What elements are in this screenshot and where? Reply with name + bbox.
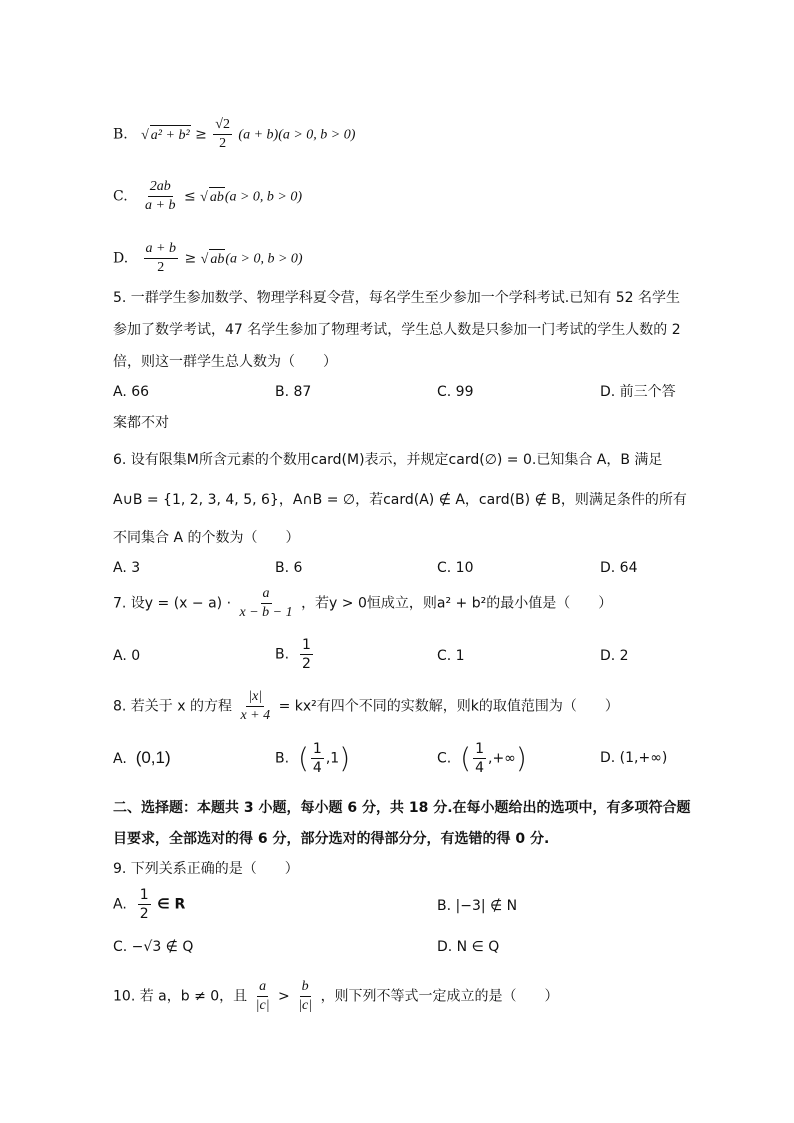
q8-option-b-tail: ,1 (325, 750, 340, 767)
option-b-relation: ≥ (195, 126, 207, 143)
q9-option-b[interactable]: B. |−3| ∉ N (437, 898, 518, 914)
q8-option-c[interactable]: C. ( $\frac{1}{4}$ ,+∞) (437, 741, 527, 776)
q6-option-d[interactable]: D. 64 (600, 560, 638, 576)
q8-fraction (238, 688, 272, 725)
option-c-label: C. (113, 188, 128, 205)
q10-stem (113, 978, 559, 1015)
fraction-denominator: a + b (145, 198, 176, 213)
fraction-denominator: x + 4 (240, 708, 271, 723)
q8-stem (113, 688, 619, 725)
q7-option-b-fraction (300, 636, 313, 673)
option-b-sqrt: a² + b² (150, 125, 191, 146)
fraction-denominator: 2 (301, 656, 311, 672)
option-c-tail: (a > 0, b > 0) (224, 189, 303, 205)
q7-prefix: 7. 设y = (x − a) · (113, 595, 232, 612)
fraction-numerator: 1 (301, 637, 311, 653)
q7-fraction (238, 585, 295, 622)
option-d-tail: (a > 0, b > 0) (225, 251, 303, 267)
q8-option-a-value: (0,1) (135, 748, 171, 767)
fraction-numerator: |x| (246, 688, 264, 707)
fraction-numerator: a + b (144, 240, 178, 259)
fraction-denominator: 4 (312, 760, 322, 776)
q8-suffix: = kx²有四个不同的实数解，则k的取值范围为（ ） (278, 698, 619, 715)
fraction-numerator: √2 (213, 116, 232, 135)
q6-option-c[interactable]: C. 10 (437, 560, 474, 576)
fraction-numerator: a (261, 585, 272, 604)
q6-option-b[interactable]: B. 6 (275, 560, 303, 576)
q9-stem: 9. 下列关系正确的是（ ） (113, 861, 299, 877)
q9-option-a[interactable] (113, 886, 185, 923)
option-c-sqrt: ab (209, 187, 225, 208)
q10-fraction-2 (296, 978, 314, 1015)
q7-option-c[interactable]: C. 1 (437, 648, 465, 664)
q5-line-3: 倍，则这一群学生总人数为（ ） (113, 354, 337, 370)
fraction-numerator: 1 (139, 887, 149, 903)
option-d-sqrt: ab (209, 249, 225, 270)
q7-option-b-label: B. (275, 646, 290, 663)
q6-line-1: 6. 设有限集M所含元素的个数用card(M)表示，并规定card(∅) = 0.已知集合 A，B 满足 (113, 452, 663, 468)
fraction-numerator: a (257, 978, 268, 997)
q6-line-3: 不同集合 A 的个数为（ ） (113, 530, 300, 546)
q7-suffix: ，若y > 0恒成立，则a² + b²的最小值是（ ） (301, 595, 613, 612)
q5-option-d[interactable]: D. 前三个答 (600, 384, 676, 400)
q5-option-b[interactable]: B. 87 (275, 384, 312, 400)
q10-fraction-1 (254, 978, 272, 1015)
q5-option-d-wrap: 案都不对 (113, 415, 169, 431)
option-d-label: D. (113, 250, 129, 267)
q8-option-b-fraction (311, 740, 324, 777)
option-b-inequality: B. √ a² + b² ≥ $\frac{√2}{2}$ (a + b)(a > 0, b > 0) (113, 117, 356, 151)
option-d-inequality: D. $\frac{a + b}{2}$ ≥ √ ab(a > 0, b > 0) (113, 241, 303, 275)
fraction-numerator: b (300, 978, 311, 997)
q5-line-1: 5. 一群学生参加数学、物理学科夏令营，每名学生至少参加一个学科考试.已知有 52 名学生 (113, 290, 680, 306)
q10-relation: > (278, 988, 290, 1005)
option-d-fraction (144, 240, 178, 277)
q6-line-2: A∪B = {1, 2, 3, 4, 5, 6}，A∩B = ∅，若card(A) ∉ A，card(B) ∉ B，则满足条件的所有 (113, 492, 687, 508)
fraction-numerator: 1 (475, 741, 484, 757)
fraction-denominator: 2 (139, 906, 149, 922)
q9-option-a-fraction (138, 886, 151, 923)
fraction-denominator: |c| (298, 998, 313, 1013)
q9-option-a-label: A. (113, 896, 127, 913)
option-d-relation: ≥ (184, 250, 197, 267)
q8-option-b[interactable]: B. ( $\frac{1}{4}$ ,1) (275, 741, 351, 776)
fraction-numerator: 1 (312, 741, 322, 757)
q10-suffix: ，则下列不等式一定成立的是（ ） (320, 988, 559, 1005)
q9-option-a-tail: ∈ R (157, 896, 186, 913)
q8-prefix: 8. 若关于 x 的方程 (113, 698, 232, 715)
q8-option-c-label: C. (437, 750, 452, 767)
q7-option-a[interactable]: A. 0 (113, 648, 141, 664)
q9-option-d[interactable]: D. N ∈ Q (437, 939, 500, 955)
option-c-fraction (143, 178, 177, 215)
q8-option-c-tail: ,+∞ (488, 750, 516, 767)
option-c-inequality: C. $\frac{2ab}{a + b}$ ≤ √ ab(a > 0, b > 0) (113, 179, 303, 213)
option-c-relation: ≤ (183, 188, 196, 205)
option-b-fraction (213, 116, 232, 153)
fraction-denominator: 4 (475, 760, 484, 776)
q7-option-b[interactable] (275, 636, 315, 673)
fraction-denominator: x − b − 1 (239, 605, 293, 620)
q5-option-c[interactable]: C. 99 (437, 384, 474, 400)
q6-option-a[interactable]: A. 3 (113, 560, 141, 576)
q5-option-a[interactable]: A. 66 (113, 384, 150, 400)
q7-option-d[interactable]: D. 2 (600, 648, 629, 664)
q8-option-a-label: A. (113, 751, 127, 767)
q8-option-b-label: B. (275, 750, 290, 767)
q8-option-d[interactable]: D. (1,+∞) (600, 750, 668, 766)
q8-option-c-fraction (473, 740, 486, 777)
fraction-numerator: 2ab (148, 178, 173, 197)
option-b-label: B. (113, 126, 128, 143)
q7-stem (113, 585, 612, 622)
section-2-line-2: 目要求，全部选对的得 6 分，部分选对的得部分分，有选错的得 0 分. (113, 831, 550, 847)
section-2-line-1: 二、选择题：本题共 3 小题，每小题 6 分，共 18 分.在每小题给出的选项中，有多项符合题 (113, 800, 691, 816)
q8-option-a[interactable] (113, 748, 171, 769)
q5-line-2: 参加了数学考试，47 名学生参加了物理考试，学生总人数是只参加一门考试的学生人数的 2 (113, 322, 681, 338)
q10-prefix: 10. 若 a，b ≠ 0，且 (113, 988, 248, 1005)
fraction-denominator: 2 (157, 260, 165, 275)
fraction-denominator: 2 (219, 136, 227, 151)
q9-option-c[interactable]: C. −√3 ∉ Q (113, 939, 194, 955)
fraction-denominator: |c| (255, 998, 270, 1013)
option-b-tail: (a + b)(a > 0, b > 0) (238, 127, 356, 143)
